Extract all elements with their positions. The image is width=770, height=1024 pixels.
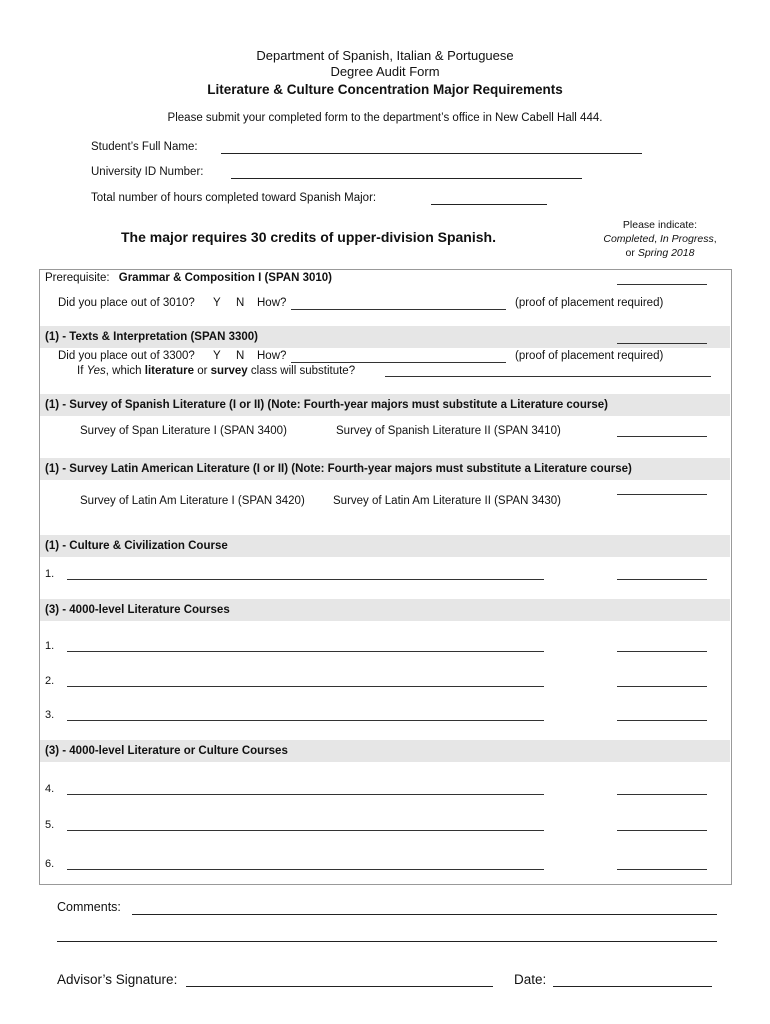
litcult4000-status-field[interactable] (617, 794, 707, 795)
university-id-field[interactable] (231, 178, 582, 179)
texts-literature-word: literature (144, 365, 194, 377)
prereq-how-label: How? (257, 297, 287, 309)
prereq-label: Prerequisite: (45, 272, 110, 284)
litcult4000-course-field[interactable] (67, 869, 544, 870)
survey-spanish-status-field[interactable] (617, 436, 707, 437)
form-title: Literature & Culture Concentration Major Requirements (207, 82, 563, 97)
form-name: Degree Audit Form (330, 64, 440, 79)
advisor-signature-label: Advisor’s Signature: (57, 972, 178, 987)
instructions: Please submit your completed form to the department’s office in New Cabell Hall 444. (167, 112, 603, 124)
prereq-course: Grammar & Composition I (SPAN 3010) (118, 272, 332, 284)
culture-status-field[interactable] (617, 579, 707, 580)
prereq-row (45, 272, 332, 284)
date-label: Date: (514, 972, 547, 987)
survey-latam-title: (1) - Survey Latin American Literature (I or II) (Note: Fourth-year majors must substitute a Literature course) (45, 463, 632, 475)
comments-label: Comments: (57, 900, 121, 914)
advisor-signature-field[interactable] (186, 986, 493, 987)
prereq-how-field[interactable] (291, 309, 506, 310)
prereq-status-field[interactable] (617, 284, 707, 285)
texts-yes-word: Yes (86, 365, 106, 377)
texts-status-field[interactable] (617, 343, 707, 344)
texts-yes-option[interactable]: Y (213, 350, 221, 362)
texts-placed-question: Did you place out of 3300? (58, 350, 195, 362)
status-legend (560, 218, 760, 260)
litcult4000-title: (3) - 4000-level Literature or Culture Courses (45, 745, 288, 757)
comments-field-line-1[interactable] (132, 914, 717, 915)
litcult4000-row-number: 5. (45, 819, 55, 831)
culture-course-field[interactable] (67, 579, 544, 580)
lit4000-row-number: 2. (45, 675, 55, 687)
texts-or: or (194, 365, 211, 377)
total-hours-field[interactable] (431, 204, 547, 205)
culture-title: (1) - Culture & Civilization Course (45, 540, 228, 552)
legend-sep-2: , (713, 233, 717, 245)
student-name-label: Student’s Full Name: (91, 141, 198, 153)
date-field[interactable] (553, 986, 712, 987)
culture-row-number: 1. (45, 568, 55, 580)
survey-spanish-title: (1) - Survey of Spanish Literature (I or II) (Note: Fourth-year majors must substitute a Literature course) (45, 399, 608, 411)
texts-no-option[interactable]: N (236, 350, 245, 362)
survey-latam-option-1[interactable]: Survey of Latin Am Literature I (SPAN 3420) (80, 495, 305, 507)
prereq-placed-question: Did you place out of 3010? (58, 297, 195, 309)
survey-spanish-option-2[interactable]: Survey of Spanish Literature II (SPAN 3410) (336, 425, 561, 437)
texts-survey-word: survey (210, 365, 248, 377)
texts-substitute-question (77, 365, 355, 377)
lit4000-course-field[interactable] (67, 651, 544, 652)
student-name-field[interactable] (221, 153, 642, 154)
legend-spring: Spring 2018 (637, 247, 695, 259)
lit4000-course-field[interactable] (67, 720, 544, 721)
legend-or: or (625, 247, 638, 259)
legend-heading: Please indicate: (622, 219, 698, 231)
university-id-label: University ID Number: (91, 166, 204, 178)
prereq-no-option[interactable]: N (236, 297, 245, 309)
litcult4000-status-field[interactable] (617, 830, 707, 831)
lit4000-status-field[interactable] (617, 720, 707, 721)
lit4000-course-field[interactable] (67, 686, 544, 687)
survey-spanish-option-1[interactable]: Survey of Span Literature I (SPAN 3400) (80, 425, 287, 437)
texts-how-field[interactable] (291, 362, 506, 363)
legend-sep-1: , (654, 233, 660, 245)
texts-which: , which (105, 365, 145, 377)
legend-completed: Completed (603, 233, 655, 245)
litcult4000-row-number: 6. (45, 858, 55, 870)
prereq-yes-option[interactable]: Y (213, 297, 221, 309)
total-hours-label: Total number of hours completed toward Spanish Major: (91, 192, 377, 204)
credit-requirement: The major requires 30 credits of upper-division Spanish. (121, 229, 496, 245)
survey-latam-option-2[interactable]: Survey of Latin Am Literature II (SPAN 3430) (333, 495, 561, 507)
prereq-proof-note: (proof of placement required) (515, 297, 664, 309)
department-name: Department of Spanish, Italian & Portuguese (256, 48, 514, 63)
texts-how-label: How? (257, 350, 287, 362)
comments-field-line-2[interactable] (57, 941, 717, 942)
lit4000-status-field[interactable] (617, 686, 707, 687)
lit4000-title: (3) - 4000-level Literature Courses (45, 604, 230, 616)
litcult4000-row-number: 4. (45, 783, 55, 795)
litcult4000-status-field[interactable] (617, 869, 707, 870)
lit4000-row-number: 3. (45, 709, 55, 721)
texts-substitute-field[interactable] (385, 376, 711, 377)
survey-latam-status-field[interactable] (617, 494, 707, 495)
texts-proof-note: (proof of placement required) (515, 350, 664, 362)
litcult4000-course-field[interactable] (67, 830, 544, 831)
lit4000-row-number: 1. (45, 640, 55, 652)
texts-substitute-text: class will substitute? (247, 365, 356, 377)
litcult4000-course-field[interactable] (67, 794, 544, 795)
texts-section-title: (1) - Texts & Interpretation (SPAN 3300) (45, 331, 259, 343)
texts-if: If (77, 365, 87, 377)
lit4000-status-field[interactable] (617, 651, 707, 652)
legend-in-progress: In Progress (660, 233, 714, 245)
